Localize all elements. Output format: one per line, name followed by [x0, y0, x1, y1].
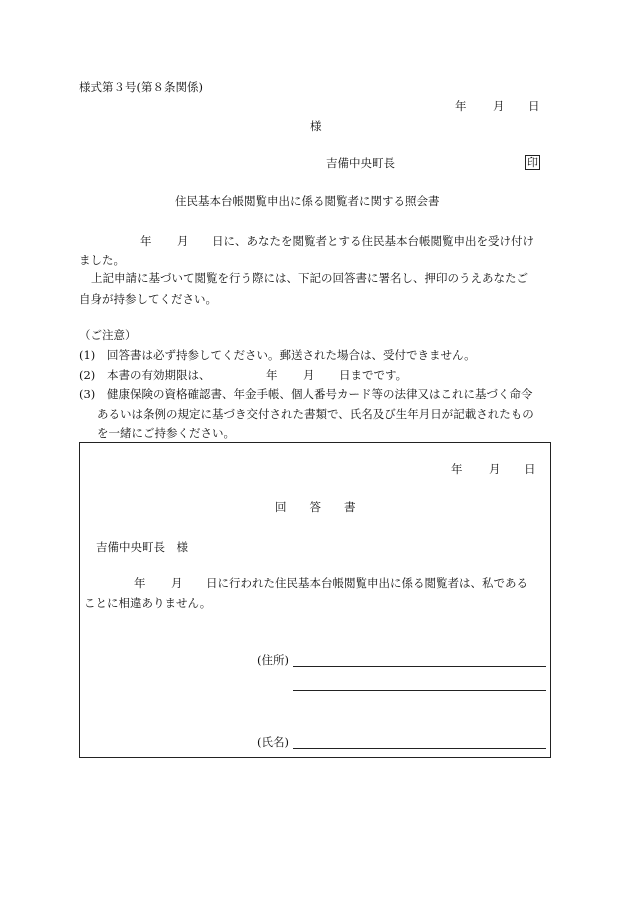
note-3-line2: あるいは条例の規定に基づき交付された書類で、氏名及び生年月日が記載されたもの — [97, 407, 534, 421]
reply-statement-text: 日に行われた住民基本台帳閲覧申出に係る閲覧者は、私である — [206, 576, 528, 590]
body-para1-text: 日に、あなたを閲覧者とする住民基本台帳閲覧申出を受け付け — [212, 234, 534, 248]
note-2-prefix: 本書の有効期限は、 — [107, 368, 211, 382]
name-label: (氏名) — [257, 735, 289, 749]
header-day-label: 日 — [528, 99, 540, 113]
body-para2-line1: 上記申請に基づいて閲覧を行う際には、下記の回答書に署名し、押印のうえあなたご — [91, 271, 528, 285]
note-3-line3: を一緒にご持参ください。 — [97, 426, 235, 440]
reply-year-statement-label: 年 — [134, 576, 146, 590]
issuer-name: 吉備中央町長 — [326, 156, 395, 170]
note-2-suffix: 日までです。 — [339, 368, 408, 382]
body-para2-line2: 自身が持参してください。 — [79, 292, 217, 306]
note-1-text: 回答書は必ず持参してください。郵送された場合は、受付できません。 — [107, 348, 476, 362]
address-line-1[interactable] — [293, 666, 546, 667]
body-month-label: 月 — [177, 234, 189, 248]
header-year-label: 年 — [455, 99, 467, 113]
reply-month-label: 月 — [489, 462, 501, 476]
form-number: 様式第３号(第８条関係) — [79, 80, 203, 94]
name-line[interactable] — [293, 748, 546, 749]
note-3-number: (3) — [79, 387, 96, 401]
reply-title: 回 答 書 — [275, 500, 356, 514]
reply-statement-line2: ことに相違ありません。 — [84, 596, 212, 610]
reply-year-label: 年 — [451, 462, 463, 476]
note-2-year-label: 年 — [266, 368, 278, 382]
note-3-line1: 健康保険の資格確認書、年金手帳、個人番号カード等の法律又はこれに基づく命令 — [107, 387, 533, 401]
header-month-label: 月 — [493, 99, 505, 113]
body-para1-line2: ました。 — [79, 253, 125, 267]
address-line-2[interactable] — [293, 690, 546, 691]
note-2-month-label: 月 — [303, 368, 315, 382]
reply-month-statement-label: 月 — [171, 576, 183, 590]
note-2-number: (2) — [79, 368, 96, 382]
reply-day-label: 日 — [524, 462, 536, 476]
addressee-suffix: 様 — [310, 119, 322, 133]
reply-addressee: 吉備中央町長 様 — [96, 540, 188, 554]
seal-mark: 印 — [527, 156, 538, 169]
document-title: 住民基本台帳閲覧申出に係る閲覧者に関する照会書 — [175, 194, 440, 208]
notes-heading: （ご注意） — [79, 328, 137, 342]
address-label: (住所) — [257, 653, 289, 667]
body-year-label: 年 — [140, 234, 152, 248]
note-1-number: (1) — [79, 348, 96, 362]
